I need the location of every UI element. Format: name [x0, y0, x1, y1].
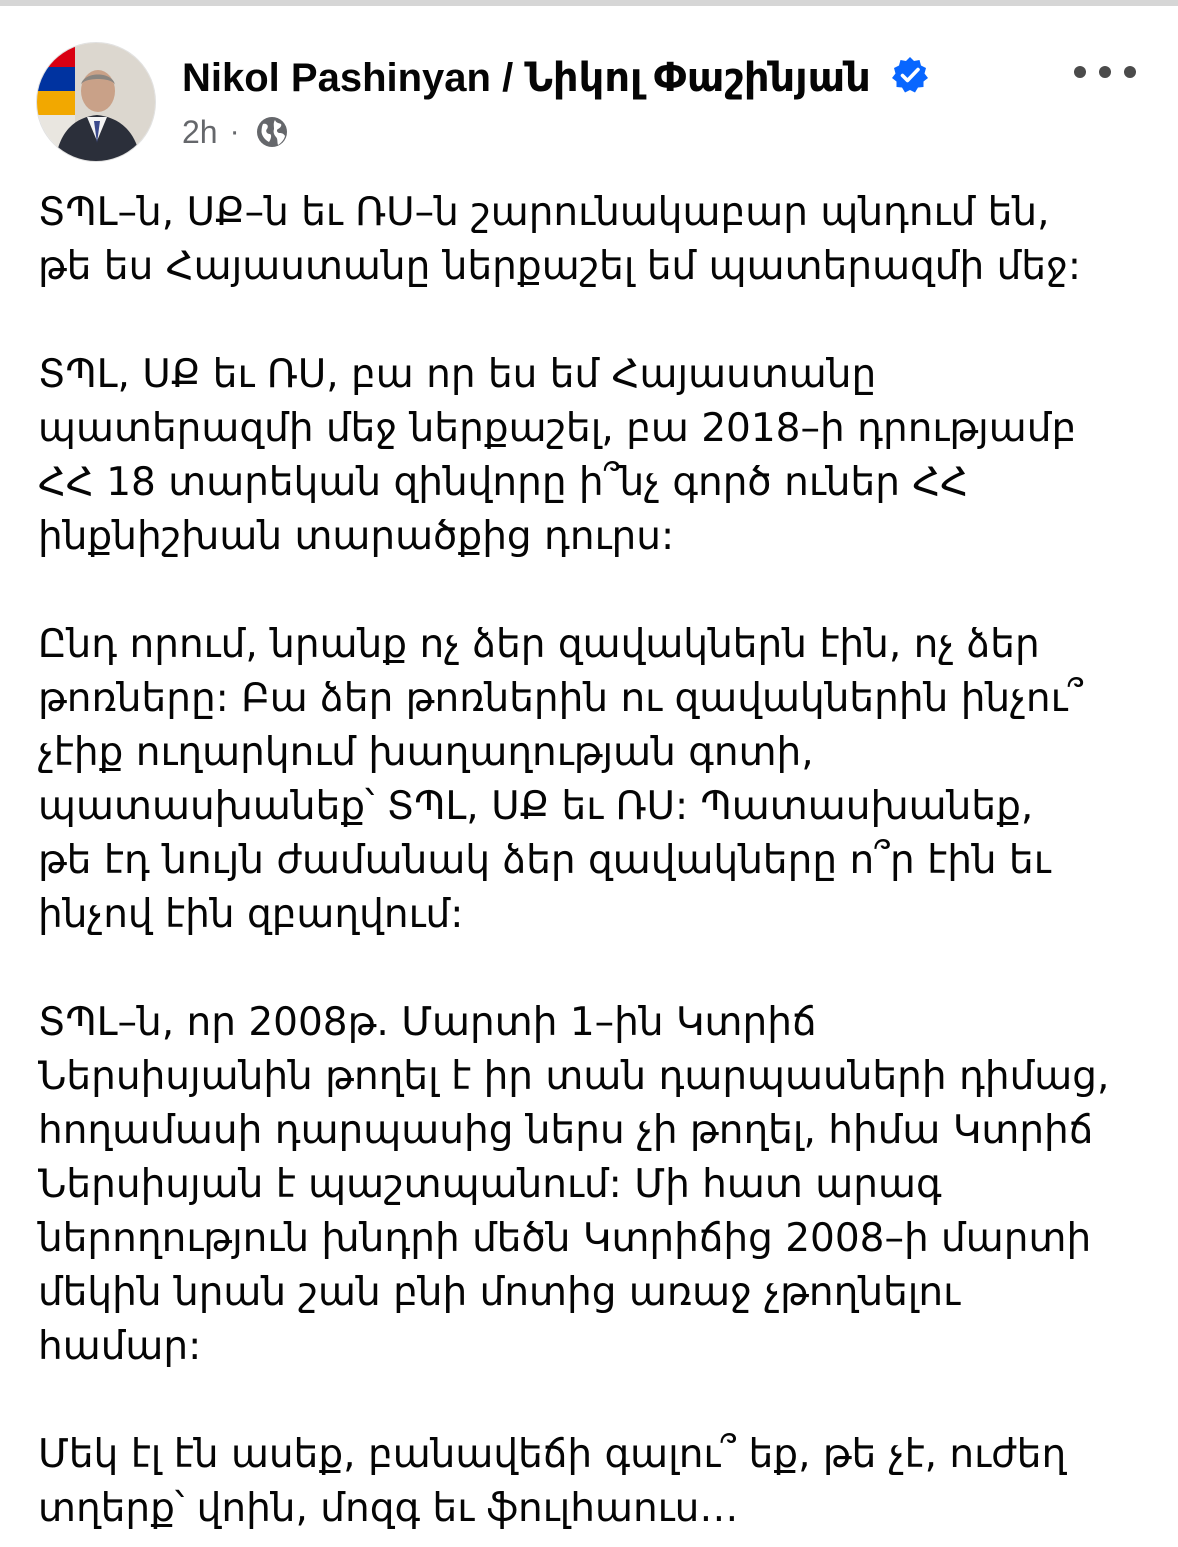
text-line: թե ես Հայաստանը ներքաշել եմ պատերազմի մեջ:: [38, 244, 1082, 289]
post-paragraph: [38, 618, 1148, 942]
globe-icon[interactable]: [254, 114, 290, 150]
avatar[interactable]: [36, 42, 156, 162]
text-line: ներողություն խնդրի մեծն Կտրիճից 2008–ի մարտի: [38, 1216, 1092, 1261]
post-text: [38, 186, 1148, 1536]
post-paragraph: [38, 186, 1148, 294]
text-line: Մեկ էլ էն ասեք, բանավեճի գալու՞ եք, թե չէ, ուժեղ: [38, 1432, 1067, 1477]
profile-photo-icon: [37, 43, 156, 162]
text-line: թե էդ նույն ժամանակ ձեր զավակները ո՞ր էին եւ: [38, 838, 1051, 883]
author-name[interactable]: [182, 54, 930, 102]
text-line: հողամասի դարպասից ներս չի թողել, հիմա Կտրիճ: [38, 1108, 1094, 1153]
verified-badge-icon[interactable]: [890, 55, 930, 95]
post-timestamp[interactable]: 2h: [182, 113, 218, 150]
text-line: ինչով էին զբաղվում:: [38, 892, 464, 937]
text-line: ՀՀ 18 տարեկան զինվորը ի՞նչ գործ ուներ ՀՀ: [38, 460, 969, 505]
text-line: ՏՊԼ–ն, ՍՔ–ն եւ ՌՍ–ն շարունակաբար պնդում են,: [38, 190, 1050, 235]
post-header: [36, 42, 1146, 162]
post-paragraph: [38, 348, 1148, 564]
author-name-text[interactable]: Nikol Pashinyan / Նիկոլ Փաշինյան: [182, 56, 871, 100]
text-line: համար:: [38, 1324, 202, 1369]
text-line: ինքնիշխան տարածքից դուրս:: [38, 514, 675, 559]
post-meta: [182, 110, 290, 154]
meta-separator: ·: [229, 115, 240, 148]
text-line: մեկին նրան շան բնի մոտից առաջ չթողնելու: [38, 1270, 961, 1315]
more-options-button[interactable]: [1074, 60, 1136, 84]
text-line: Ներսիսյան է պաշտպանում: Մի հատ արագ: [38, 1162, 942, 1207]
more-options-icon: [1099, 66, 1111, 78]
text-line: չէիք ուղարկում խաղաղության գոտի,: [38, 730, 814, 775]
text-line: ՏՊԼ–ն, որ 2008թ. Մարտի 1–ին Կտրիճ: [38, 1000, 817, 1045]
text-line: Ներսիսյանին թողել է իր տան դարպասների դիմաց,: [38, 1054, 1110, 1099]
text-line: Ընդ որում, նրանք ոչ ձեր զավակներն էին, ոչ ձեր: [38, 622, 1040, 667]
post-paragraph: [38, 1428, 1148, 1536]
text-line: թոռները: Բա ձեր թոռներին ու զավակներին ինչու՞: [38, 676, 1084, 721]
text-line: պատասխանեք՝ ՏՊԼ, ՍՔ եւ ՌՍ: Պատասխանեք,: [38, 784, 1034, 829]
post-paragraph: [38, 996, 1148, 1374]
more-options-icon: [1124, 66, 1136, 78]
text-line: պատերազմի մեջ ներքաշել, բա 2018–ի դրությամբ: [38, 406, 1077, 451]
text-line: տղերք՝ վոին, մոզգ եւ ֆուլհաուս…: [38, 1486, 739, 1531]
text-line: ՏՊԼ, ՍՔ եւ ՌՍ, բա որ ես եմ Հայաստանը: [38, 352, 877, 397]
top-divider: [0, 0, 1178, 6]
more-options-icon: [1074, 66, 1086, 78]
